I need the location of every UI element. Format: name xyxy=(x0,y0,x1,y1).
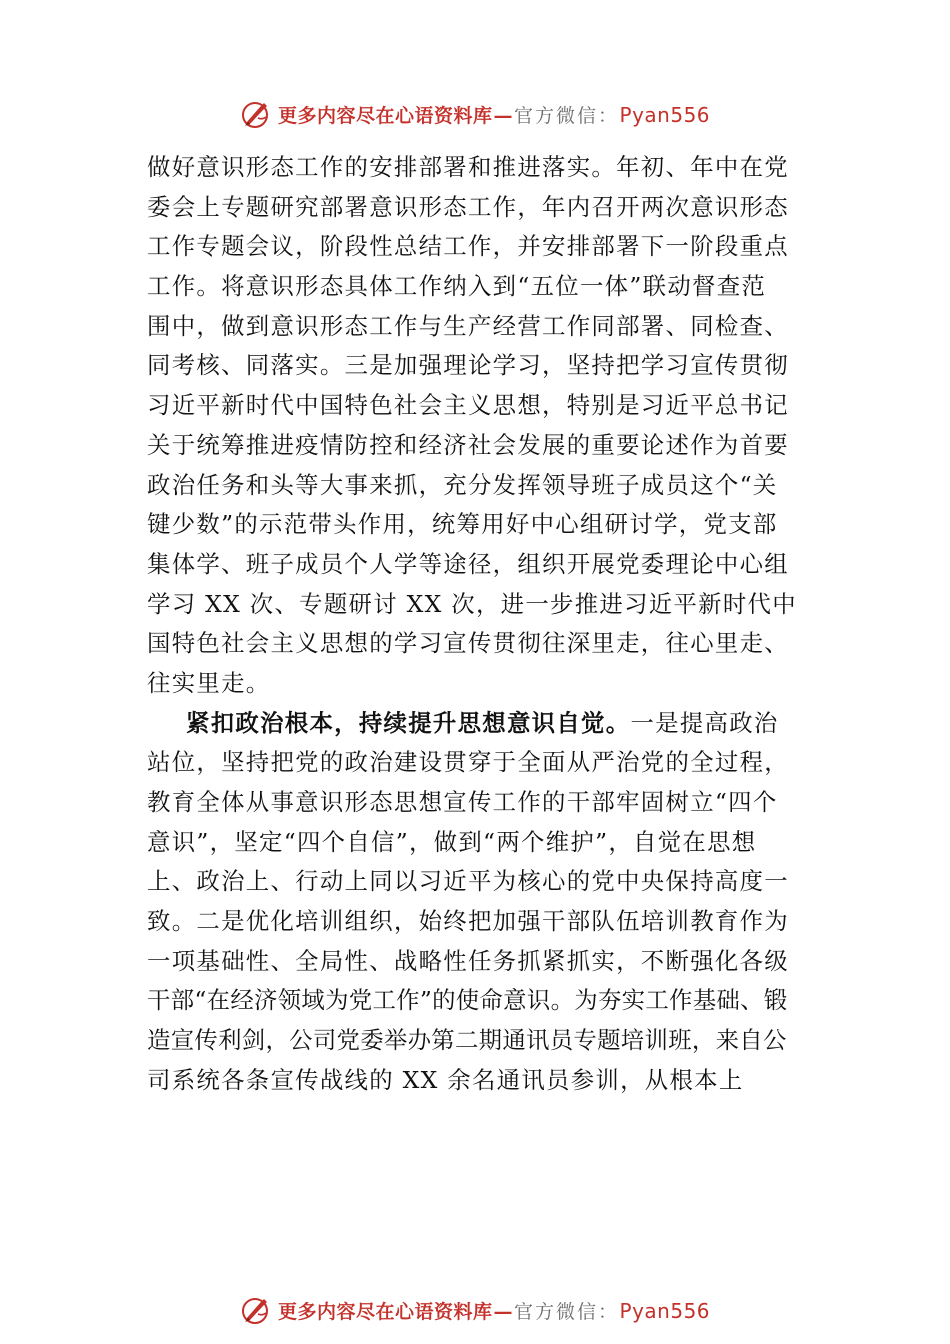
body-line: 意识”，坚定“四个自信”，做到“两个维护”，自觉在思想 xyxy=(147,827,757,856)
body-line: 一项基础性、全局性、战略性任务抓紧抓实，不断强化各级 xyxy=(147,946,789,975)
footer-dash: — xyxy=(493,1300,513,1323)
footer-brand-name: 更多内容尽在心语资料库 xyxy=(277,1300,493,1323)
header-dash: — xyxy=(493,104,513,127)
body-line: 教育全体从事意识形态思想宣传工作的干部牢固树立“四个 xyxy=(147,788,778,816)
body-line: 往实里走。 xyxy=(147,668,271,697)
header-wechat-id: Pyan556 xyxy=(619,102,711,127)
footer-brand-text xyxy=(278,1297,710,1324)
body-line: 围中，做到意识形态工作与生产经营工作同部署、同检查、 xyxy=(147,311,789,340)
footer-wechat-label: 官方微信 xyxy=(513,1300,598,1323)
body-line: 干部“在经济领域为党工作”的使命意识。为夯实工作基础、锻 xyxy=(147,986,788,1015)
body-line: 站位，坚持把党的政治建设贯穿于全面从严治党的全过程， xyxy=(147,748,789,777)
header-brand-text xyxy=(278,101,710,128)
body-line: 集体学、班子成员个人学等途径，组织开展党委理论中心组 xyxy=(147,549,789,578)
paragraph-heading-line xyxy=(147,704,827,744)
header-wechat-label: 官方微信 xyxy=(513,104,598,127)
body-line: 工作。将意识形态具体工作纳入到“五位一体”联动督查范 xyxy=(147,272,767,301)
body-line: 工作专题会议，阶段性总结工作，并安排部署下一阶段重点 xyxy=(147,232,789,261)
pen-logo-icon xyxy=(240,1294,272,1326)
header-banner xyxy=(0,94,950,134)
footer-banner xyxy=(0,1290,950,1330)
header-colon: ： xyxy=(598,104,618,127)
body-line: 关于统筹推进疫情防控和经济社会发展的重要论述作为首要 xyxy=(147,430,789,459)
body-line: 上、政治上、行动上同以习近平为核心的党中央保持高度一 xyxy=(147,867,789,896)
pen-logo-icon xyxy=(240,98,272,130)
body-line: 键少数”的示范带头作用，统筹用好中心组研讨学，党支部 xyxy=(147,510,778,539)
body-line: 致。二是优化培训组织，始终把加强干部队伍培训教育作为 xyxy=(147,907,789,936)
document-body xyxy=(147,148,827,1101)
body-line: 习近平新时代中国特色社会主义思想，特别是习近平总书记 xyxy=(147,391,789,420)
body-line: 政治任务和头等大事来抓，充分发挥领导班子成员这个“关 xyxy=(147,470,778,499)
paragraph-heading-rest: 一是提高政治 xyxy=(630,708,779,737)
body-line: 同考核、同落实。三是加强理论学习，坚持把学习宣传贯彻 xyxy=(147,351,789,380)
body-line: 司系统各条宣传战线的 XX 余名通讯员参训，从根本上 xyxy=(147,1065,744,1094)
body-line: 做好意识形态工作的安排部署和推进落实。年初、年中在党 xyxy=(147,153,789,181)
footer-wechat-id: Pyan556 xyxy=(619,1298,711,1323)
body-line: 学习 XX 次、专题研讨 XX 次，进一步推进习近平新时代中 xyxy=(147,589,797,618)
paragraph-heading: 紧扣政治根本，持续提升思想意识自觉。 xyxy=(186,708,631,737)
body-line: 国特色社会主义思想的学习宣传贯彻往深里走，往心里走、 xyxy=(147,629,789,658)
footer-colon: ： xyxy=(598,1300,618,1323)
body-line: 造宣传利剑，公司党委举办第二期通讯员专题培训班，来自公 xyxy=(147,1026,787,1055)
body-line: 委会上专题研究部署意识形态工作，年内召开两次意识形态 xyxy=(147,192,789,221)
header-brand-name: 更多内容尽在心语资料库 xyxy=(277,104,493,127)
